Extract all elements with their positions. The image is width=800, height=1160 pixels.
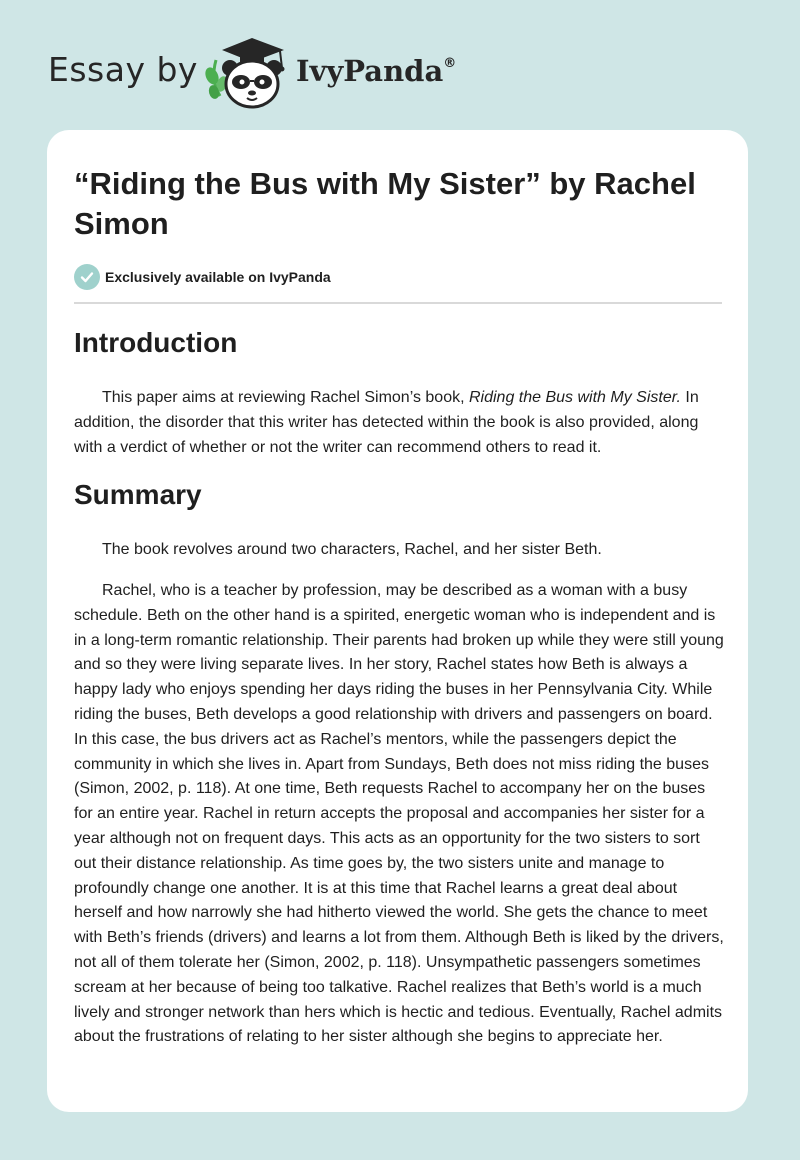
section-heading-introduction: Introduction <box>74 327 238 358</box>
registered-mark: ® <box>443 56 457 71</box>
summary-paragraph-2: Rachel, who is a teacher by profession, may be described as a woman with a busy schedule. Beth on the other hand is a spirited, energetic woman who is independent and is in a long-term romantic relationship. Their parents had broken up while they were still young and so they were living separate lives. In her story, Rachel states how Beth is always a happy lady who enjoys spending her days riding the buses in her Pennsylvania City. While riding the buses, Beth develops a good relationship with drivers and passengers on board. In this case, the bus drivers act as Rachel’s mentors, while the passengers depict the community in which she lives in. Apart from Sundays, Beth does not miss riding the buses (Simon, 2002, p. 118). At one time, Beth requests Rachel to accompany her on the buses for an entire year. Rachel in return accepts the proposal and accompanies her sister for a year although not on frequent days. This acts as an opportunity for the two sisters to sort out their distance relationship. As time goes by, the two sisters unite and manage to profoundly change one another. It is at this time that Rachel learns a great deal about herself and how narrowly she had hitherto viewed the world. She gets the chance to meet with Beth’s friends (drivers) and learns a lot from them. Although Beth is liked by the drivers, not all of them tolerate her (Simon, 2002, p. 118). Unsympathetic passengers sometimes scream at her because of being too talkative. Rachel realizes that Beth’s world is a much lively and stronger network than hers which is hectic and tedious. Eventually, Rachel admits about the frustrations of relating to her sister although she begins to appreciate her. <box>74 582 724 1046</box>
essay-by-label: Essay by <box>48 50 198 89</box>
summary-paragraph-1: The book revolves around two characters, Rachel, and her sister Beth. <box>102 541 602 558</box>
introduction-paragraph: This paper aims at reviewing Rachel Simon’s book, Riding the Bus with My Sister. In addition, the disorder that this writer has detected within the book is also provided, along with a verdict of whether or not the writer can recommend others to read it. <box>74 389 699 456</box>
check-circle-icon <box>74 264 100 290</box>
panda-graduate-icon[interactable] <box>202 34 294 110</box>
site-header <box>48 34 748 114</box>
essay-card <box>47 130 748 1112</box>
exclusive-badge <box>74 264 331 290</box>
brand-name[interactable]: IvyPanda® <box>296 54 457 88</box>
badge-label: Exclusively available on IvyPanda <box>105 269 331 285</box>
essay-title: “Riding the Bus with My Sister” by Rachel Simon <box>74 166 696 241</box>
divider <box>74 302 722 304</box>
book-title-italic: Riding the Bus with My Sister. <box>468 389 681 406</box>
section-heading-summary: Summary <box>74 479 202 510</box>
